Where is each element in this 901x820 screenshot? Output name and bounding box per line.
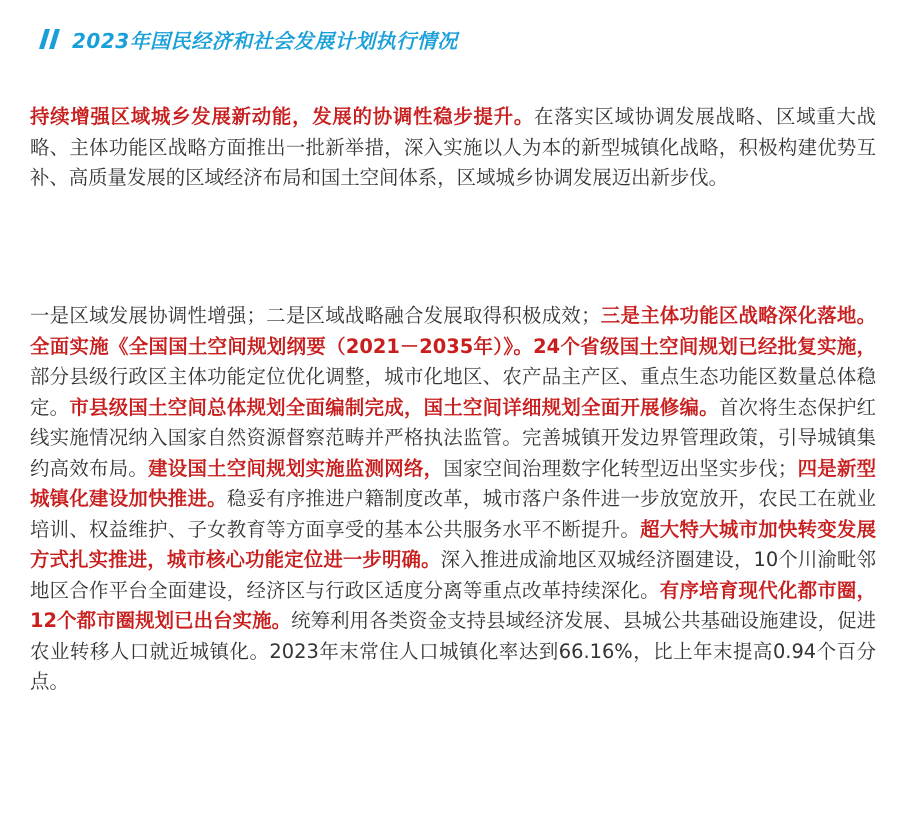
- body-text: 部分县级行政区主体功能定位优化调整，城市化地区、农产品主产区、重点生态功能区数量总体稳定。: [30, 365, 876, 419]
- highlight-text: 超大特大城市加快转变发展方式扎实推进，城市核心功能定位进一步明确。: [30, 517, 877, 571]
- body-text: 首次将生态保护红线实施情况纳入国家自然资源督察范畴并严格执法监管。完善城镇开发边界管理政策，引导城镇集约高效布局。: [30, 395, 877, 480]
- paragraph-details: [30, 301, 876, 698]
- paragraph-regional-development: [30, 102, 876, 194]
- body-text: 稳妥有序推进户籍制度改革，城市落户条件进一步放宽放开，农民工在就业培训、权益维护、子女教育等方面享受的基本公共服务水平不断提升。: [30, 487, 876, 541]
- double-slash-icon: [38, 28, 64, 50]
- highlight-text: 市县级国土空间总体规划全面编制完成，国土空间详细规划全面开展修编。: [69, 395, 719, 419]
- body-text: 在落实区域协调发展战略、区域重大战略、主体功能区战略方面推出一批新举措，深入实施以人为本的新型城镇化战略，积极构建优势互补、高质量发展的区域经济布局和国土空间体系，区域城乡协调发展迈出新步伐。: [30, 105, 877, 189]
- highlight-text: 建设国土空间规划实施监测网络，: [148, 456, 444, 480]
- body-text: 一是区域发展协调性增强；二是区域战略融合发展取得积极成效；: [30, 304, 601, 327]
- highlight-text: 有序培育现代化都市圈，12个都市圈规划已出台实施。: [30, 578, 876, 632]
- highlight-text: 三是主体功能区战略深化落地。全面实施《全国国土空间规划纲要（2021－2035年）》。24个省级国土空间规划已经批复实施，: [30, 304, 877, 358]
- body-text: 国家空间治理数字化转型迈出坚实步伐；: [443, 456, 798, 480]
- section-header: [38, 24, 458, 54]
- body-text: 深入推进成渝地区双城经济圈建设，10个川渝毗邻地区合作平台全面建设，经济区与行政区适度分离等重点改革持续深化。: [30, 548, 876, 602]
- header-title: 2023年国民经济和社会发展计划执行情况: [72, 28, 458, 53]
- highlight-text: 持续增强区域城乡发展新动能，发展的协调性稳步提升。: [30, 105, 535, 128]
- highlight-text: 四是新型城镇化建设加快推进。: [30, 456, 877, 510]
- body-text: 统筹利用各类资金支持县域经济发展、县城公共基础设施建设，促进农业转移人口就近城镇化。2023年末常住人口城镇化率达到66.16%，比上年末提高0.94个百分点。: [30, 609, 877, 693]
